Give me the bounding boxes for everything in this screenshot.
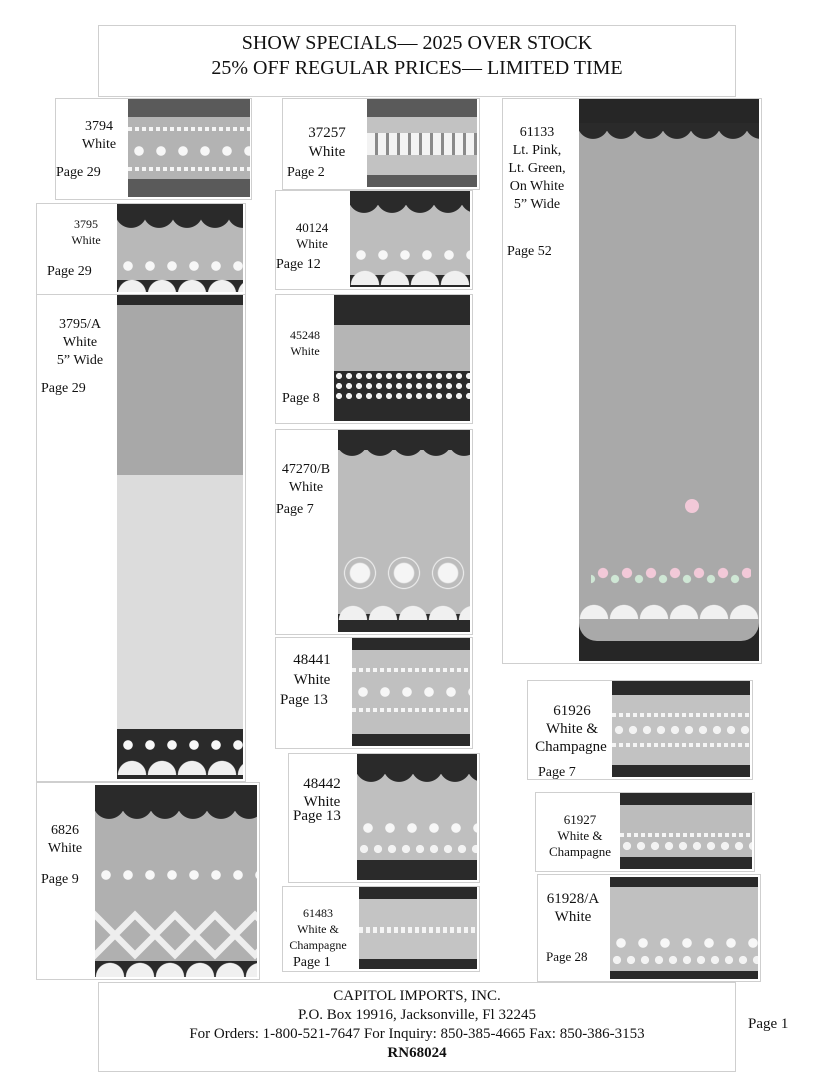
color-3794: White <box>81 137 117 152</box>
page-40124: Page 12 <box>276 257 321 272</box>
code-3795: 3795 <box>74 217 98 231</box>
item-3794 <box>55 98 252 200</box>
color-61483-2: Champagne <box>289 938 347 952</box>
swatch-61928a <box>610 877 758 979</box>
color-61133-2: Lt. Green, <box>508 161 566 176</box>
item-40124 <box>275 190 473 290</box>
swatch-61926 <box>612 681 750 777</box>
width-3795a: 5” Wide <box>56 353 104 368</box>
swatch-6826 <box>95 785 257 977</box>
swatch-61133 <box>579 99 759 661</box>
color-6826: White <box>47 841 83 856</box>
swatch-61927 <box>620 793 752 869</box>
page-61133: Page 52 <box>507 244 552 259</box>
color-40124: White <box>296 236 328 251</box>
color-45248: White <box>290 344 320 358</box>
swatch-47270b <box>338 430 470 632</box>
footer-company: CAPITOL IMPORTS, INC. <box>333 988 501 1004</box>
swatch-37257 <box>367 99 477 187</box>
item-3795a <box>36 294 246 782</box>
code-3795a: 3795/A <box>59 317 101 332</box>
code-45248: 45248 <box>290 328 320 342</box>
color-61927-2: Champagne <box>548 844 612 859</box>
page-48441: Page 13 <box>280 692 328 708</box>
color-48441: White <box>293 672 331 688</box>
item-61928a <box>537 874 761 982</box>
code-37257: 37257 <box>308 125 346 141</box>
header-banner <box>98 25 736 97</box>
page-47270b: Page 7 <box>276 502 314 517</box>
item-61926 <box>527 680 753 780</box>
swatch-3794 <box>128 99 250 197</box>
color-48442: White <box>303 794 341 810</box>
header-line-2: 25% OFF REGULAR PRICES— LIMITED TIME <box>211 57 623 79</box>
page-61926: Page 7 <box>538 765 576 780</box>
item-61133 <box>502 98 762 664</box>
swatch-3795 <box>117 204 243 292</box>
footer-address: P.O. Box 19916, Jacksonville, Fl 32245 <box>298 1007 536 1023</box>
item-61927 <box>535 792 755 872</box>
color-61928a: White <box>554 909 592 925</box>
footer-contact: For Orders: 1-800-521-7647 For Inquiry: 850-385-4665 Fax: 850-386-3153 <box>189 1026 645 1042</box>
code-6826: 6826 <box>51 823 79 838</box>
page-48442: Page 13 <box>293 808 341 824</box>
swatch-40124 <box>350 191 470 287</box>
item-48441 <box>275 637 473 749</box>
color-61927-1: White & <box>557 828 603 843</box>
page-61483: Page 1 <box>293 955 331 970</box>
item-61483 <box>282 886 480 972</box>
code-48442: 48442 <box>303 776 341 792</box>
swatch-61483 <box>359 887 477 969</box>
item-45248 <box>275 294 473 424</box>
color-61483-1: White & <box>297 922 339 936</box>
color-61926-2: Champagne <box>535 739 607 755</box>
code-47270b: 47270/B <box>281 462 331 477</box>
footer-rn: RN68024 <box>387 1045 447 1061</box>
code-61926: 61926 <box>553 703 591 719</box>
code-40124: 40124 <box>295 220 329 235</box>
code-61927: 61927 <box>563 812 597 827</box>
color-61133-3: On White <box>509 179 565 194</box>
page-45248: Page 8 <box>282 391 320 406</box>
page-61928a: Page 28 <box>546 949 588 964</box>
page-3795: Page 29 <box>47 264 92 279</box>
item-48442 <box>288 753 480 883</box>
code-61483: 61483 <box>303 906 333 920</box>
color-61926-1: White & <box>545 721 599 737</box>
item-3795 <box>36 203 246 295</box>
page-number: Page 1 <box>748 1016 789 1032</box>
code-48441: 48441 <box>293 652 331 668</box>
item-47270b <box>275 429 473 635</box>
page-37257: Page 2 <box>287 165 325 180</box>
color-3795: White <box>71 233 101 247</box>
code-61928a: 61928/A <box>546 891 600 907</box>
color-61133-1: Lt. Pink, <box>512 143 562 158</box>
page-3795a: Page 29 <box>41 381 86 396</box>
swatch-48441 <box>352 638 470 746</box>
page-6826: Page 9 <box>41 872 79 887</box>
swatch-3795a <box>117 295 243 779</box>
width-61133: 5” Wide <box>513 197 561 212</box>
code-3794: 3794 <box>85 119 113 134</box>
header-line-1: SHOW SPECIALS— 2025 OVER STOCK <box>241 32 593 54</box>
color-47270b: White <box>288 480 324 495</box>
code-61133: 61133 <box>519 125 555 140</box>
swatch-48442 <box>357 754 477 880</box>
swatch-45248 <box>334 295 470 421</box>
item-37257 <box>282 98 480 190</box>
page-3794: Page 29 <box>56 165 101 180</box>
color-3795a: White <box>62 335 98 350</box>
color-37257: White <box>308 144 346 160</box>
footer-contact-box <box>98 982 736 1072</box>
item-6826 <box>36 782 260 980</box>
